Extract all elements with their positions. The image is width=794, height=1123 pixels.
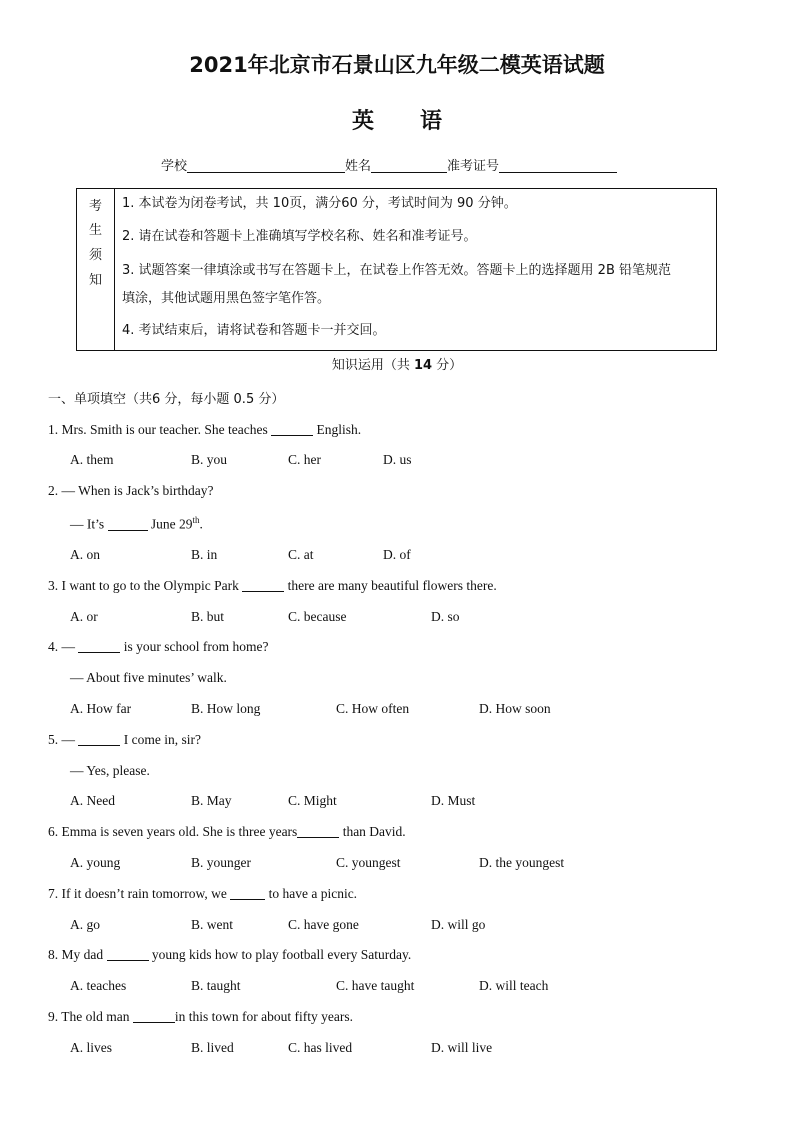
answer-option[interactable]: D. of [383,547,411,562]
school-blank[interactable] [187,158,345,173]
answer-option[interactable]: A. How far [70,701,132,716]
stem-text: to have a picnic. [265,886,358,901]
answer-option[interactable]: B. but [191,609,225,624]
stem-text: in this town for about fifty years. [174,1009,353,1024]
answer-option[interactable]: B. in [191,547,218,562]
answer-blank[interactable] [108,517,148,531]
exam-id-blank[interactable] [499,158,617,173]
question-stem [48,824,406,840]
stem-text: 1. Mrs. Smith is our teacher. She teaches [48,422,272,437]
answer-option[interactable]: D. will go [431,917,486,932]
notice-rule: 填涂，其他试题用黑色签字笔作答。 [122,291,331,306]
exam-notice-box [76,188,717,351]
part-title: 一、单项填空（共6 分，每小题 0.5 分） [48,392,285,407]
answer-option[interactable]: C. have taught [336,978,415,993]
superscript: th [192,515,200,525]
name-blank[interactable] [371,158,447,173]
answer-blank[interactable] [133,1009,175,1023]
stem-text: young kids how to play football every Saturday. [148,947,412,962]
answer-blank[interactable] [78,732,120,746]
answer-option[interactable]: C. because [288,609,347,624]
stem-text: 7. If it doesn’t rain tomorrow, we [48,886,231,901]
school-label: 学校 [161,159,188,174]
answer-blank[interactable] [107,947,149,961]
answer-option[interactable]: B. went [191,917,233,932]
answer-option[interactable]: A. teaches [70,978,127,993]
question-stem [48,578,497,594]
answer-option[interactable]: B. you [191,452,228,467]
stem-text: is your school from home? [120,639,269,654]
question-stem [48,732,201,748]
question-stem [70,515,203,533]
subject-heading [0,104,794,135]
question-stem [70,670,227,686]
stem-text: 8. My dad [48,947,107,962]
subject-char: 英 [351,109,374,134]
answer-option[interactable]: C. at [288,547,314,562]
stem-text: — Yes, please. [70,763,150,778]
answer-option[interactable]: B. lived [191,1040,234,1055]
stem-text: I come in, sir? [120,732,201,747]
stem-text: 4. — [48,639,79,654]
answer-option[interactable]: C. have gone [288,917,359,932]
stem-text: 2. — When is Jack’s birthday? [48,483,214,498]
answer-option[interactable]: C. youngest [336,855,401,870]
question-stem [48,1009,353,1025]
notice-side-char: 生 [88,223,102,238]
answer-option[interactable]: A. on [70,547,100,562]
question-stem [48,422,361,438]
answer-option[interactable]: D. will teach [479,978,549,993]
answer-option[interactable]: D. the youngest [479,855,565,870]
section-score: 14 [413,358,433,373]
answer-option[interactable]: A. lives [70,1040,112,1055]
notice-rule: 4. 考试结束后，请将试卷和答题卡一并交回。 [122,323,386,338]
stem-text: 5. — [48,732,79,747]
notice-rule: 1. 本试卷为闭卷考试，共 10页，满分60 分，考试时间为 90 分钟。 [122,196,517,211]
answer-option[interactable]: D. will live [431,1040,493,1055]
stem-text: there are many beautiful flowers there. [284,578,497,593]
question-stem [48,886,357,902]
stem-text: 6. Emma is seven years old. She is three years [48,824,298,839]
answer-option[interactable]: A. young [70,855,121,870]
stem-text: 3. I want to go to the Olympic Park [48,578,243,593]
answer-option[interactable]: C. Might [288,793,337,808]
answer-blank[interactable] [271,422,313,436]
answer-option[interactable]: A. them [70,452,114,467]
answer-option[interactable]: A. or [70,609,98,624]
name-label: 姓名 [345,159,372,174]
answer-option[interactable]: A. Need [70,793,115,808]
answer-blank[interactable] [78,639,120,653]
answer-option[interactable]: C. her [288,452,321,467]
notice-side-char: 知 [88,273,102,288]
answer-blank[interactable] [230,886,265,900]
stem-text: . [199,516,203,532]
notice-rule: 2. 请在试卷和答题卡上准确填写学校名称、姓名和准考证号。 [122,229,477,244]
answer-option[interactable]: D. Must [431,793,476,808]
answer-option[interactable]: B. May [191,793,232,808]
stem-text: 9. The old man [48,1009,133,1024]
subject-char: 语 [420,109,443,134]
exam-title: 2021年北京市石景山区九年级二模英语试题 [189,53,605,77]
answer-option[interactable]: B. How long [191,701,261,716]
answer-option[interactable]: A. go [70,917,100,932]
question-stem [48,483,213,499]
notice-side-char: 考 [88,199,102,214]
answer-option[interactable]: D. us [383,452,412,467]
stem-text: than David. [339,824,406,839]
question-stem [48,947,411,963]
answer-option[interactable]: C. has lived [288,1040,353,1055]
exam-id-label: 准考证号 [447,159,500,174]
answer-blank[interactable] [297,824,339,838]
answer-option[interactable]: B. taught [191,978,241,993]
stem-text: — About five minutes’ walk. [70,670,227,685]
answer-blank[interactable] [242,578,284,592]
stem-text: — It’s [70,516,108,532]
notice-side-char: 须 [88,248,102,263]
question-stem [48,639,268,655]
answer-option[interactable]: D. so [431,609,460,624]
student-info-line [161,155,617,174]
stem-text: English. [313,422,362,437]
notice-side-label [77,189,115,350]
section-title: 知识运用（共 14 分） [331,358,463,373]
question-stem [70,763,150,779]
answer-option[interactable]: B. younger [191,855,251,870]
answer-option[interactable]: C. How often [336,701,410,716]
notice-rule: 3. 试题答案一律填涂或书写在答题卡上，在试卷上作答无效。答题卡上的选择题用 2B 铅笔规范 [122,263,671,278]
answer-option[interactable]: D. How soon [479,701,551,716]
stem-text: June 29 [147,516,193,532]
